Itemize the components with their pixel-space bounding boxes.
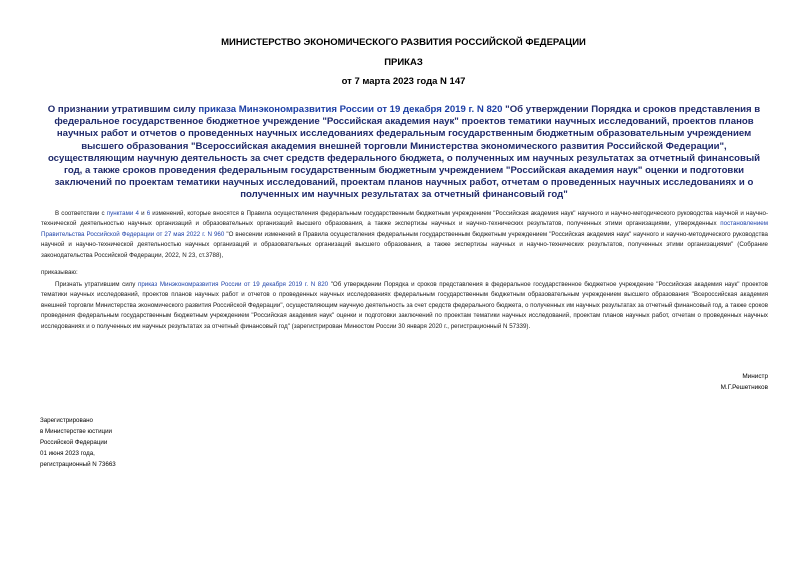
signatory-position: Министр: [742, 373, 768, 380]
link-item-6[interactable]: 6: [146, 210, 151, 217]
p1-text-a: В соответствии с: [55, 210, 107, 217]
order-heading: ПРИКАЗ: [384, 57, 423, 68]
p3-text-b: "Об утверждении Порядка и сроков представления в федеральное государственное бюджетное учреждение "Российская академия наук" проектов тематики научных исследований, проектов планов научных работ и отчетов о проведенных научных исследованиях федеральным государственным бюджетным образовательным учреждением высшего образования "Всероссийская академия внешней торговли Министерства экономического развития Российской Федерации", осуществляющим научную деятельность за счет средств федерального бюджета, о полученных им научных результатах за отчетный финансовый год, а также сроков проведения федеральным государственным бюджетным учреждением "Российская академия наук" оценки и подготовки заключений по проектам тематики научных исследований, проектам планов научных работ, отчетам о проведенных научных исследованиях и о полученных им научных результатах за отчетный финансовый год" (зарегистрирован Минюстом России 30 января 2020 г., регистрационный N 57339).: [41, 281, 768, 330]
ministry-name: МИНИСТЕРСТВО ЭКОНОМИЧЕСКОГО РАЗВИТИЯ РОССИЙСКОЙ ФЕДЕРАЦИИ: [221, 37, 586, 48]
registration-line: 01 июня 2023 года,: [40, 450, 95, 457]
title-prefix: О признании утратившим силу: [47, 104, 199, 115]
registration-line: в Министерстве юстиции: [40, 428, 113, 435]
title-link-order-820[interactable]: приказа Минэкономразвития России от 19 декабря 2019 г. N 820: [198, 104, 503, 115]
paragraph-basis: [41, 209, 768, 261]
registration-block: [40, 415, 240, 470]
p1-text-b: и: [138, 210, 147, 217]
registration-line: Зарегистрировано: [40, 417, 93, 424]
link-order-820[interactable]: приказ Минэкономразвития России от 19 декабря 2019 г. N 820: [137, 281, 329, 288]
paragraph-decision: [41, 280, 768, 332]
registration-line: регистрационный N 73663: [40, 461, 116, 468]
registration-line: Российской Федерации: [40, 439, 108, 446]
p1-text-c: изменений, которые вносятся в Правила осуществления федеральным государственным бюджетным учреждением "Российская академия наук" научного и научно-методического руководства научной и научно-технической деятельностью научных организаций и образовательных организаций высшего образования, а также экспертизы научных и научно-технических результатов, полученных этими организациями, утвержденных: [41, 210, 769, 228]
document-title: [44, 104, 764, 202]
title-rest: "Об утверждении Порядка и сроков представления в федеральное государственное бюджетное учреждение "Российская академия наук" проектов тематики научных исследований, проектов планов научных работ и отчетов о проведенных научных исследованиях федеральным государственным бюджетным образовательным учреждением высшего образования "Всероссийская академия внешней торговли Министерства экономического развития Российской Федерации", осуществляющим научную деятельность за счет средств федерального бюджета, о полученных им научных результатах за отчетный финансовый год, а также сроков проведения федеральным государственным бюджетным учреждением "Российская академия наук" оценки и подготовки заключений по проектам тематики научных исследований, проектам планов научных работ, отчетам о проведенных научных исследованиях и о полученных им научных результатах за отчетный финансовый год": [47, 104, 761, 201]
signatory-name: М.Г.Решетников: [720, 384, 768, 391]
link-government-decree-960[interactable]: постановлением Правительства Российской Федерации от 27 мая 2022 г. N 960: [41, 220, 768, 238]
p3-text-a: Признать утратившим силу: [55, 281, 138, 288]
paragraph-order-verb: приказываю:: [41, 269, 78, 276]
p1-text-d: "О внесении изменений в Правила осуществления федеральным государственным бюджетным учреждением "Российская академия наук" научного и научно-методического руководства научной и научно-технической деятельностью научных организаций и образовательных организаций высшего образования, а также экспертизы научных и научно-технических результатов, полученных этими организациями" (Собрание законодательства Российской Федерации, 2022, N 23, ст.3788),: [41, 230, 768, 259]
order-date: от 7 марта 2023 года N 147: [341, 76, 466, 87]
link-items-4[interactable]: пунктами 4: [106, 210, 139, 217]
